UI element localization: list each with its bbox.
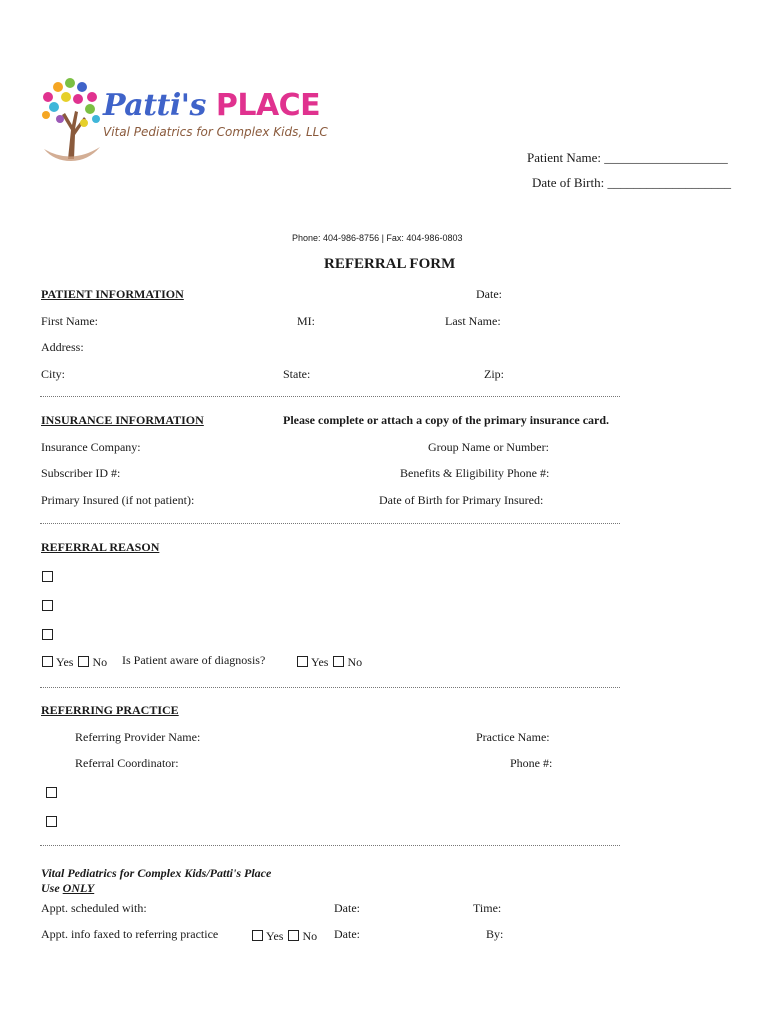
zip-field[interactable]: Zip:	[484, 367, 504, 381]
office-use-heading-line2	[41, 881, 271, 896]
middle-initial-field[interactable]: MI:	[297, 314, 315, 328]
checkbox-icon[interactable]	[46, 787, 57, 798]
checkbox-icon[interactable]	[42, 629, 53, 640]
reason-yes-no-group	[42, 655, 107, 670]
checkbox-icon[interactable]	[46, 816, 57, 827]
yes-label: Yes	[311, 655, 329, 669]
date-of-birth-field[interactable]: Date of Birth: ___________________	[532, 175, 731, 190]
brand-name	[103, 88, 328, 123]
city-field[interactable]: City:	[41, 367, 66, 381]
benefits-phone-field[interactable]: Benefits & Eligibility Phone #:	[400, 466, 550, 480]
address-field[interactable]: Address:	[41, 340, 84, 354]
practice-name-field[interactable]: Practice Name:	[476, 730, 550, 744]
brand-name-script: Patti's	[103, 88, 206, 123]
brand-tagline: Vital Pediatrics for Complex Kids, LLC	[103, 125, 328, 139]
checkbox-icon[interactable]	[78, 656, 89, 667]
checkbox-icon[interactable]	[42, 656, 53, 667]
fax-by-field[interactable]: By:	[486, 927, 504, 941]
form-title: REFERRAL FORM	[324, 256, 456, 272]
logo-wordmark	[103, 88, 328, 139]
section-divider	[40, 523, 620, 524]
yes-label: Yes	[56, 655, 74, 669]
practice-checkbox-2[interactable]	[46, 813, 60, 831]
insurance-instruction: Please complete or attach a copy of the primary insurance card.	[283, 413, 610, 427]
insurance-info-heading: INSURANCE INFORMATION	[41, 413, 204, 427]
office-use-prefix: Use	[41, 881, 63, 895]
referring-practice-heading: REFERRING PRACTICE	[41, 703, 179, 717]
no-label: No	[347, 655, 363, 669]
contact-info: Phone: 404-986-8756 | Fax: 404-986-0803	[292, 233, 463, 243]
section-divider	[40, 845, 620, 846]
last-name-field[interactable]: Last Name:	[445, 314, 501, 328]
appt-date-field[interactable]: Date:	[334, 901, 360, 915]
office-use-heading	[41, 866, 271, 896]
state-field[interactable]: State:	[283, 367, 311, 381]
appt-scheduled-with-field[interactable]: Appt. scheduled with:	[41, 901, 147, 915]
primary-insured-dob-field[interactable]: Date of Birth for Primary Insured:	[379, 493, 544, 507]
subscriber-id-field[interactable]: Subscriber ID #:	[41, 466, 121, 480]
practice-checkbox-1[interactable]	[46, 784, 60, 802]
checkbox-icon[interactable]	[288, 930, 299, 941]
reason-checkbox-3[interactable]	[42, 626, 56, 644]
office-use-heading-line1: Vital Pediatrics for Complex Kids/Patti's Place	[41, 866, 272, 880]
checkbox-icon[interactable]	[297, 656, 308, 667]
appt-faxed-options	[252, 929, 317, 944]
yes-label: Yes	[266, 929, 284, 943]
section-divider	[40, 396, 620, 397]
fax-date-field[interactable]: Date:	[334, 927, 360, 941]
diagnosis-awareness-question: Is Patient aware of diagnosis?	[122, 653, 266, 667]
referring-provider-field[interactable]: Referring Provider Name:	[75, 730, 201, 744]
checkbox-icon[interactable]	[42, 600, 53, 611]
no-label: No	[302, 929, 318, 943]
brand-name-block: PLACE	[215, 88, 321, 123]
referral-coordinator-field[interactable]: Referral Coordinator:	[75, 756, 179, 770]
primary-insured-field[interactable]: Primary Insured (if not patient):	[41, 493, 195, 507]
checkbox-icon[interactable]	[42, 571, 53, 582]
no-label: No	[92, 655, 108, 669]
office-use-emphasis: ONLY	[62, 881, 95, 895]
checkbox-icon[interactable]	[252, 930, 263, 941]
patient-name-field[interactable]: Patient Name: ___________________	[527, 150, 728, 165]
practice-phone-field[interactable]: Phone #:	[510, 756, 553, 770]
referral-reason-heading: REFERRAL REASON	[41, 540, 160, 554]
tree-logo-icon	[38, 75, 104, 163]
first-name-field[interactable]: First Name:	[41, 314, 98, 328]
insurance-company-field[interactable]: Insurance Company:	[41, 440, 141, 454]
patient-info-heading: PATIENT INFORMATION	[41, 287, 184, 301]
reason-checkbox-2[interactable]	[42, 597, 56, 615]
appt-time-field[interactable]: Time:	[473, 901, 502, 915]
appt-faxed-label: Appt. info faxed to referring practice	[41, 927, 219, 941]
checkbox-icon[interactable]	[333, 656, 344, 667]
group-number-field[interactable]: Group Name or Number:	[428, 440, 549, 454]
diagnosis-awareness-options	[297, 655, 362, 670]
section-divider	[40, 687, 620, 688]
reason-checkbox-1[interactable]	[42, 568, 56, 586]
date-field[interactable]: Date:	[476, 287, 502, 301]
